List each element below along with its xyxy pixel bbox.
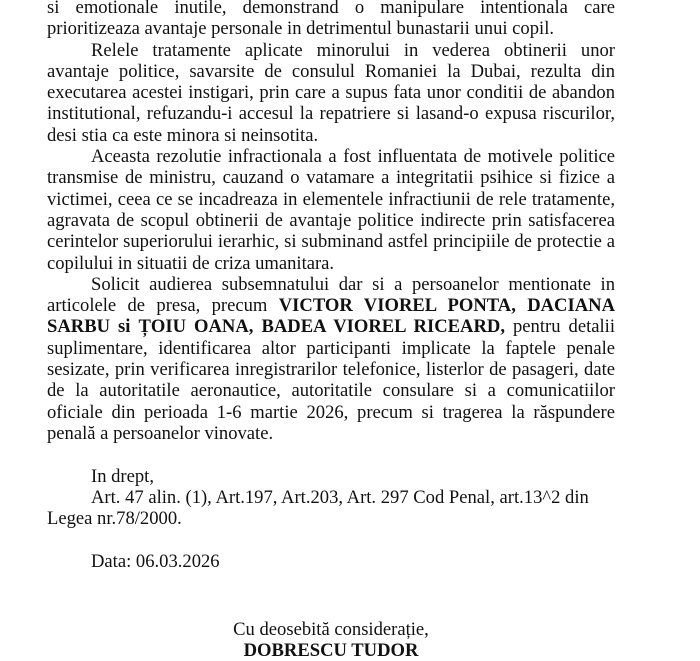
hearing-request-text-start: Solicit audierea subsemnatului dar si a persoanelor mentionate in articolele de presa, precum <box>47 273 615 317</box>
legal-basis-heading: In drept, <box>91 465 154 487</box>
named-persons: VICTOR VIOREL PONTA, DACIANA SARBU si ȚOIU OANA, BADEA VIOREL RICEARD, <box>47 295 615 338</box>
spacer <box>47 444 615 465</box>
legal-basis-text: Art. 47 alin. (1), Art.197, Art.203, Art. 297 Cod Penal, art.13^2 din Legea nr.78/2000. <box>47 486 589 530</box>
paragraph-criminal-resolution: Aceasta rezolutie infractionala a fost influentata de motivele politice transmise de ministru, cauzand o vatamare a integritatii psihice si fizice a victimei, ceea ce se incadreaza in elementele infractiunii de rele tratamente, agravata de scopul obtinerii de avantaje politice indirecte prin satisfacerea cerintelor superiorului ierarhic, si subminand astfel principiile de protectie a copilului in situatii de criza umanitara. <box>47 146 615 274</box>
paragraph-hearing-request <box>47 274 615 444</box>
spacer <box>47 572 615 593</box>
document-date: Data: 06.03.2026 <box>91 550 220 572</box>
document-page <box>47 0 615 661</box>
signature-name: DOBRESCU TUDOR <box>243 639 419 661</box>
paragraph-ill-treatment: Relele tratamente aplicate minorului in vederea obtinerii unor avantaje politice, savarsite de consulul Romaniei la Dubai, rezulta din executarea acestei instigari, prin care a supus fata unor conditii de abandon institutional, refuzandu-i accesul la repatriere si lasand-o expusa riscurilor, desi stia ca este minora si neinsotita. <box>47 39 615 146</box>
closing-salutation: Cu deosebită considerație, <box>233 618 429 640</box>
spacer <box>47 593 615 614</box>
hearing-request-text-end: pentru detalii suplimentare, identificarea altor participanti implicate la faptele penale sesizate, prin verificarea inregistrarilor telefonice, listerlor de pasageri, date de la autoritatile aeronautice, autoritatile consulare si a comunicatiilor oficiale din perioada 1-6 martie 2026, precum si tragerea la răspundere penală a persoanelor vinovate. <box>47 316 615 444</box>
paragraph-continuation: si emotionale inutile, demonstrand o manipulare intentionala care prioritizeaza avantaje personale in detrimentul bunastarii unui copil. <box>47 0 615 40</box>
spacer <box>47 529 615 550</box>
